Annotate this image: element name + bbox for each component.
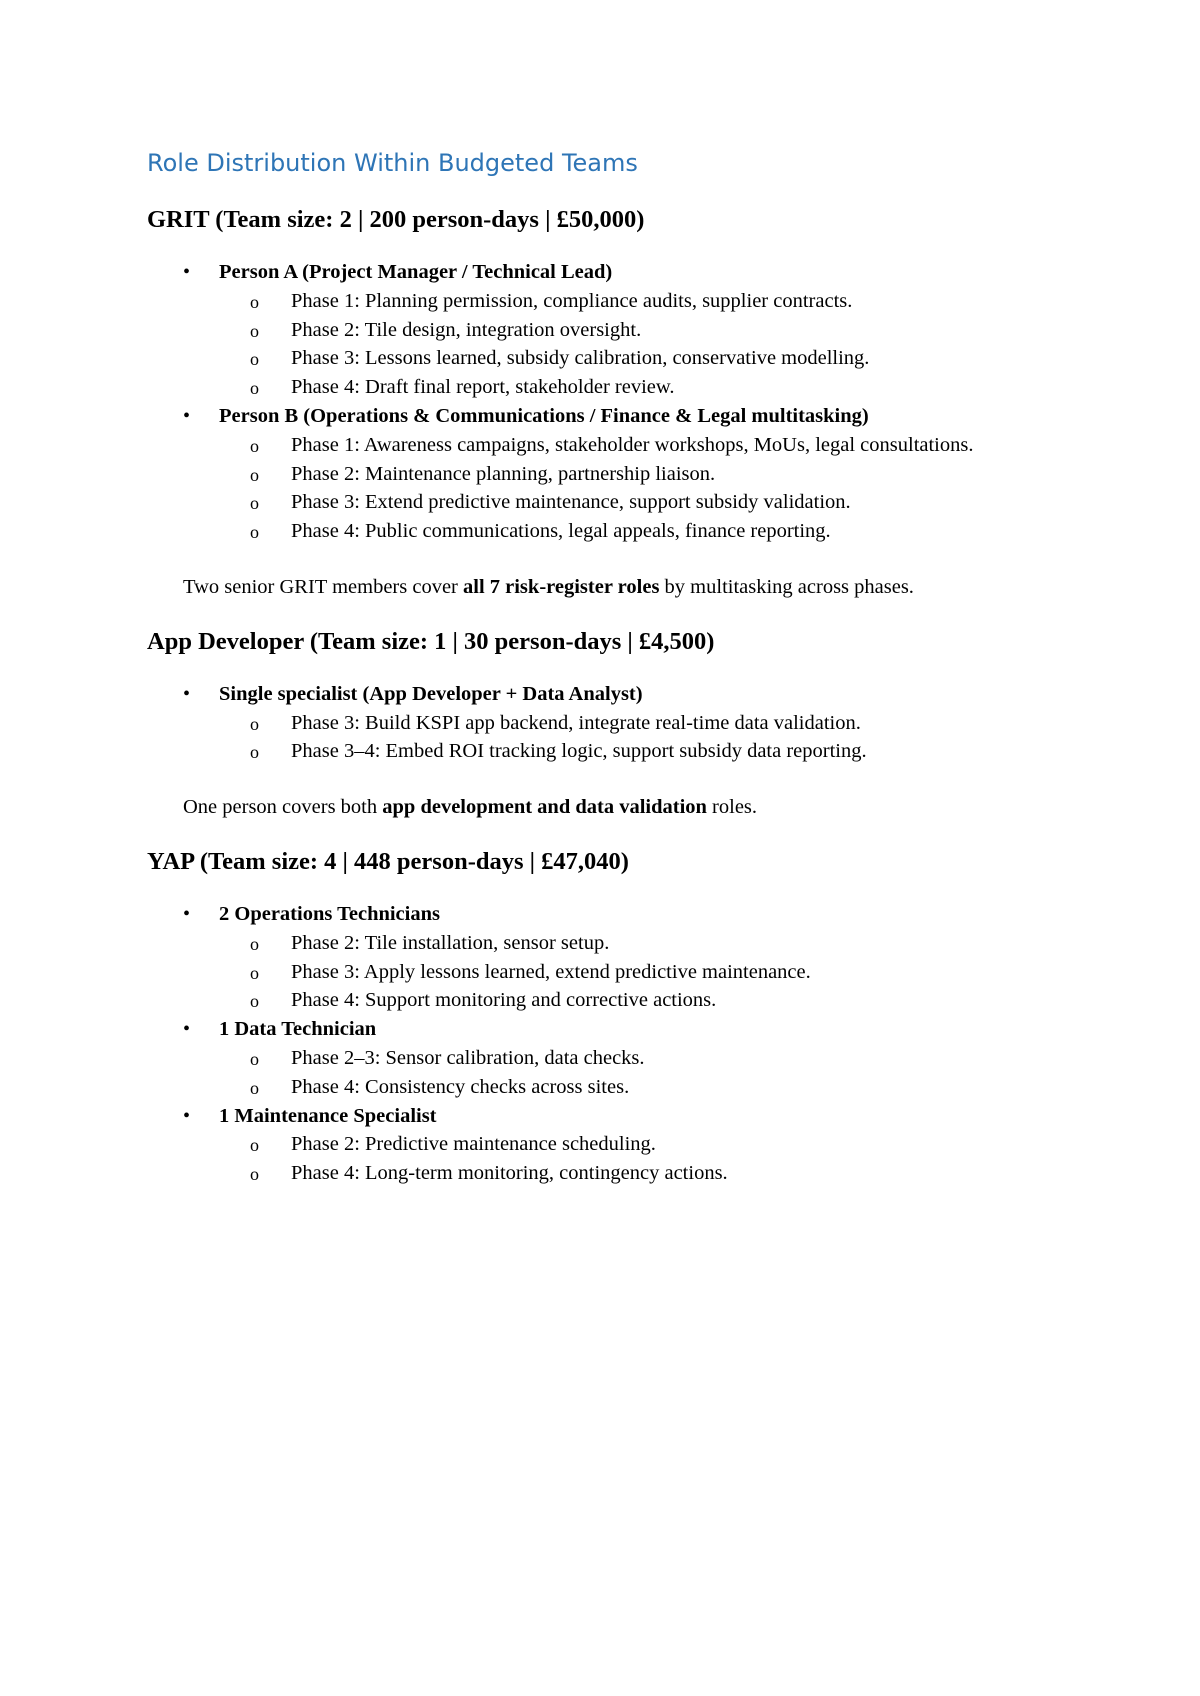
bullet-icon: •	[183, 261, 191, 283]
task-text: Phase 2: Tile design, integration oversight.	[291, 318, 642, 341]
sub-bullet-icon: o	[250, 962, 259, 983]
bullet-icon: •	[183, 1104, 191, 1127]
sub-bullet-icon: o	[250, 1048, 259, 1069]
task-text: Phase 3: Apply lessons learned, extend predictive maintenance.	[291, 960, 811, 983]
person-name: Person B (Operations & Communications / Finance & Legal multitasking)	[219, 404, 869, 427]
summary-text: by multitasking across phases.	[659, 575, 914, 598]
task-list	[219, 1130, 1077, 1188]
task-text: Phase 4: Public communications, legal appeals, finance reporting.	[291, 520, 831, 543]
person-name: 1 Data Technician	[219, 1018, 377, 1041]
task-list	[219, 709, 1077, 767]
sub-bullet-icon: o	[250, 933, 259, 954]
person-item	[147, 680, 1077, 766]
person-list	[147, 680, 1077, 766]
task-item	[219, 1159, 1077, 1188]
task-item	[219, 958, 1077, 987]
person-item	[147, 1102, 1077, 1188]
task-item	[219, 929, 1077, 958]
sub-bullet-icon: o	[250, 291, 259, 312]
task-item	[219, 431, 1077, 460]
task-text: Phase 2: Predictive maintenance scheduling.	[291, 1133, 656, 1156]
summary-text: One person covers both	[183, 796, 383, 819]
task-text: Phase 1: Awareness campaigns, stakeholder workshops, MoUs, legal consultations.	[291, 433, 974, 456]
task-item	[219, 737, 1077, 766]
task-item	[219, 1044, 1077, 1073]
task-text: Phase 4: Draft final report, stakeholder review.	[291, 376, 675, 399]
sub-bullet-icon: o	[250, 493, 259, 514]
task-item	[219, 488, 1077, 517]
person-name: 2 Operations Technicians	[219, 902, 440, 925]
team-section-grit	[147, 205, 1077, 602]
team-heading: GRIT (Team size: 2 | 200 person-days | £50,000)	[147, 206, 645, 233]
team-summary	[147, 573, 1077, 602]
team-heading: App Developer (Team size: 1 | 30 person-days | £4,500)	[147, 627, 715, 655]
task-text: Phase 2: Tile installation, sensor setup.	[291, 931, 610, 954]
task-text: Phase 4: Long-term monitoring, contingency actions.	[291, 1162, 728, 1185]
bullet-icon: •	[183, 902, 191, 925]
sub-bullet-icon: o	[250, 522, 259, 543]
task-list	[219, 929, 1077, 1015]
team-heading: YAP (Team size: 4 | 448 person-days | £47,040)	[147, 847, 629, 875]
sub-bullet-icon: o	[250, 1135, 259, 1156]
sub-bullet-icon: o	[250, 742, 259, 763]
task-item	[219, 460, 1077, 489]
sub-bullet-icon: o	[250, 349, 259, 370]
task-item	[219, 373, 1077, 402]
task-text: Phase 2: Maintenance planning, partnership liaison.	[291, 462, 716, 485]
sub-bullet-icon: o	[250, 320, 259, 341]
bullet-icon: •	[183, 1018, 191, 1041]
sub-bullet-icon: o	[250, 378, 259, 399]
person-name: 1 Maintenance Specialist	[219, 1104, 437, 1127]
task-text: Phase 3–4: Embed ROI tracking logic, support subsidy data reporting.	[291, 740, 867, 763]
task-item	[219, 986, 1077, 1015]
sub-bullet-icon: o	[250, 991, 259, 1012]
task-list	[219, 1044, 1077, 1102]
bullet-icon: •	[183, 682, 191, 705]
summary-text: roles.	[706, 796, 758, 819]
sub-bullet-icon: o	[250, 464, 259, 485]
summary-emphasis: app development and data validation	[382, 796, 707, 819]
sub-bullet-icon: o	[250, 1164, 259, 1185]
task-item	[219, 344, 1077, 373]
task-list	[219, 287, 1077, 402]
task-text: Phase 4: Support monitoring and corrective actions.	[291, 989, 717, 1012]
team-section-app-developer	[147, 627, 1077, 822]
task-item	[219, 1073, 1077, 1102]
person-name: Person A (Project Manager / Technical Lead)	[219, 261, 613, 283]
task-text: Phase 3: Extend predictive maintenance, support subsidy validation.	[291, 491, 851, 514]
task-item	[219, 1130, 1077, 1159]
person-item	[147, 900, 1077, 1015]
person-item	[147, 1015, 1077, 1101]
person-list	[147, 900, 1077, 1188]
document-page	[147, 148, 1077, 1188]
team-summary	[147, 793, 1077, 822]
sub-bullet-icon: o	[250, 435, 259, 456]
task-text: Phase 2–3: Sensor calibration, data checks.	[291, 1046, 645, 1069]
task-list	[219, 431, 1077, 546]
task-text: Phase 3: Build KSPI app backend, integrate real-time data validation.	[291, 711, 861, 734]
summary-text: Two senior GRIT members cover	[183, 575, 463, 598]
person-item	[147, 402, 1077, 546]
task-text: Phase 4: Consistency checks across sites.	[291, 1075, 630, 1098]
task-item	[219, 316, 1077, 345]
task-text: Phase 1: Planning permission, compliance audits, supplier contracts.	[291, 289, 853, 312]
summary-emphasis: all 7 risk-register roles	[463, 575, 660, 598]
task-item	[219, 287, 1077, 316]
team-section-yap	[147, 847, 1077, 1188]
task-item	[219, 517, 1077, 546]
task-text: Phase 3: Lessons learned, subsidy calibration, conservative modelling.	[291, 347, 870, 370]
document-title: Role Distribution Within Budgeted Teams	[147, 149, 638, 177]
person-list	[147, 258, 1077, 546]
task-item	[219, 709, 1077, 738]
sub-bullet-icon: o	[250, 1077, 259, 1098]
sub-bullet-icon: o	[250, 713, 259, 734]
person-item	[147, 258, 1077, 402]
bullet-icon: •	[183, 404, 191, 427]
person-name: Single specialist (App Developer + Data Analyst)	[219, 682, 643, 705]
